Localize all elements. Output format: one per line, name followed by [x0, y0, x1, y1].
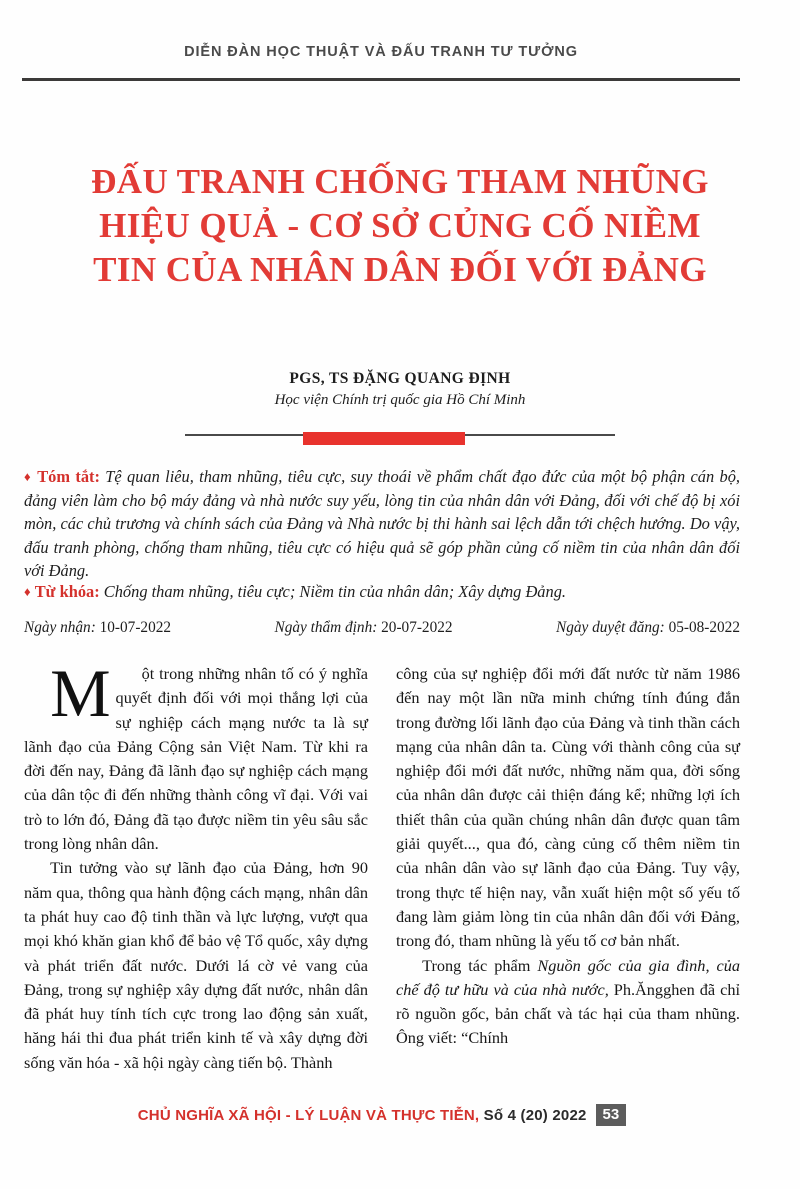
- header-rule: [22, 78, 740, 81]
- date-received: [24, 619, 171, 637]
- diamond-bullet-icon: ♦: [24, 584, 31, 599]
- date-reviewed-label: Ngày thẩm định:: [274, 619, 378, 636]
- paragraph-3: [396, 954, 740, 1051]
- title-separator: [185, 432, 615, 446]
- date-reviewed-value: 20-07-2022: [377, 619, 453, 636]
- date-approved-value: 05-08-2022: [664, 619, 740, 636]
- abstract-block: [24, 465, 740, 583]
- abstract-text: Tệ quan liêu, tham nhũng, tiêu cực, suy thoái về phẩm chất đạo đức của một bộ phận cán bộ, đảng viên làm cho bộ máy đảng và nhà nước suy yếu, lòng tin của nhân dân với Đảng, đối với chế độ bị xói mòn, các chủ trương và chính sách của Đảng và Nhà nước bị thi hành sai lệch dẫn tới chệch hướng. Do vậy, đấu tranh phòng, chống tham nhũng, tiêu cực có hiệu quả sẽ góp phần củng cố niềm tin của nhân dân đối với Đảng.: [24, 467, 740, 580]
- keywords-label: Từ khóa:: [34, 582, 100, 601]
- paragraph-3-pre: Trong tác phẩm: [422, 955, 538, 975]
- keywords-block: [24, 580, 740, 604]
- body-columns: [24, 655, 741, 1072]
- footer-journal-line: [138, 1107, 587, 1124]
- footer-journal-name: CHỦ NGHĨA XÃ HỘI - LÝ LUẬN VÀ THỰC TIỄN,: [137, 1106, 480, 1124]
- running-head: DIỄN ĐÀN HỌC THUẬT VÀ ĐẤU TRANH TƯ TƯỞNG: [184, 44, 578, 60]
- title-line-1: ĐẤU TRANH CHỐNG THAM NHŨNG: [91, 162, 709, 201]
- author-affiliation: Học viện Chính trị quốc gia Hồ Chí Minh: [274, 392, 526, 408]
- article-title: [28, 160, 772, 292]
- body-column-right: [396, 662, 740, 1072]
- body-column-left: [24, 655, 368, 1072]
- date-received-value: 10-07-2022: [95, 619, 172, 636]
- keywords-text: Chống tham nhũng, tiêu cực; Niềm tin của nhân dân; Xây dựng Đảng.: [99, 582, 566, 601]
- drop-cap: M: [50, 655, 111, 731]
- page-number-badge: 53: [596, 1104, 627, 1126]
- date-approved-label: Ngày duyệt đăng:: [556, 619, 665, 636]
- date-received-label: Ngày nhận:: [24, 619, 96, 636]
- paragraph-2: Tin tưởng vào sự lãnh đạo của Đảng, hơn 90 năm qua, thông qua hành động cách mạng, nhân dân ta phát huy cao độ tinh thần và lực lượng, vượt qua mọi khó khăn gian khổ để bảo vệ Tổ quốc, xây dựng và phát triển đất nước. Dưới lá cờ vẻ vang của Đảng, trong sự nghiệp xây dựng đất nước, nhân dân đã phát huy tính tích cực trong lao động sản xuất, hăng hái thi đua phát triển kinh tế và xây dựng đời sống văn hóa - xã hội ngày càng tiến bộ. Thành: [24, 858, 368, 1072]
- footer-issue: Số 4 (20) 2022: [479, 1106, 587, 1124]
- submission-dates: [24, 619, 740, 637]
- author-block: [28, 370, 772, 409]
- cited-work-title: Nguồn gốc của gia đình, của chế độ tư hữu và của nhà nước,: [396, 955, 741, 999]
- paragraph-2-continued: công của sự nghiệp đổi mới đất nước từ năm 1986 đến nay một lần nữa minh chứng tính đúng đắn trong đường lối lãnh đạo của Đảng và tinh thần cách mạng của nhân dân ta. Cùng với thành công của sự nghiệp đổi mới đất nước, những năm qua, đời sống của nhân dân được cải thiện đáng kể; những lợi ích thiết thân của quần chúng nhân dân được quan tâm giải quyết..., qua đó, càng củng cố thêm niềm tin của nhân dân vào sự lãnh đạo của Đảng. Tuy vậy, trong thực tế hiện nay, vẫn xuất hiện một số yếu tố đang làm giảm lòng tin của nhân dân đối với Đảng, trong đó, tham nhũng là yếu tố cơ bản nhất.: [396, 664, 740, 951]
- date-approved: [556, 619, 740, 637]
- title-line-3: TIN CỦA NHÂN DÂN ĐỐI VỚI ĐẢNG: [93, 250, 707, 289]
- paragraph-1-text: ột trong những nhân tố có ý nghĩa quyết định đối với mọi thắng lợi của sự nghiệp cách mạng nước ta là sự lãnh đạo của Đảng Cộng sản Việt Nam. Từ khi ra đời đến nay, Đảng đã lãnh đạo sự nghiệp cách mạng của dân tộc đi đến những thành công vĩ đại. Với vai trò to lớn đó, Đảng đã tạo được niềm tin yêu sâu sắc trong lòng nhân dân.: [24, 664, 368, 854]
- date-reviewed: [275, 619, 453, 637]
- author-name: PGS, TS ĐẶNG QUANG ĐỊNH: [289, 370, 511, 387]
- diamond-bullet-icon: ♦: [24, 469, 32, 484]
- abstract-label: Tóm tắt:: [37, 467, 100, 486]
- title-line-2: HIỆU QUẢ - CƠ SỞ CỦNG CỐ NIỀM: [99, 206, 701, 245]
- paragraph-3-post: Ph.Ăngghen đã chỉ rõ nguồn gốc, bản chất và tác hại của tham nhũng. Ông viết: “Chính: [396, 979, 740, 1048]
- separator-red-block: [303, 432, 465, 445]
- paragraph-1: [24, 655, 368, 856]
- page-footer: [24, 1104, 740, 1126]
